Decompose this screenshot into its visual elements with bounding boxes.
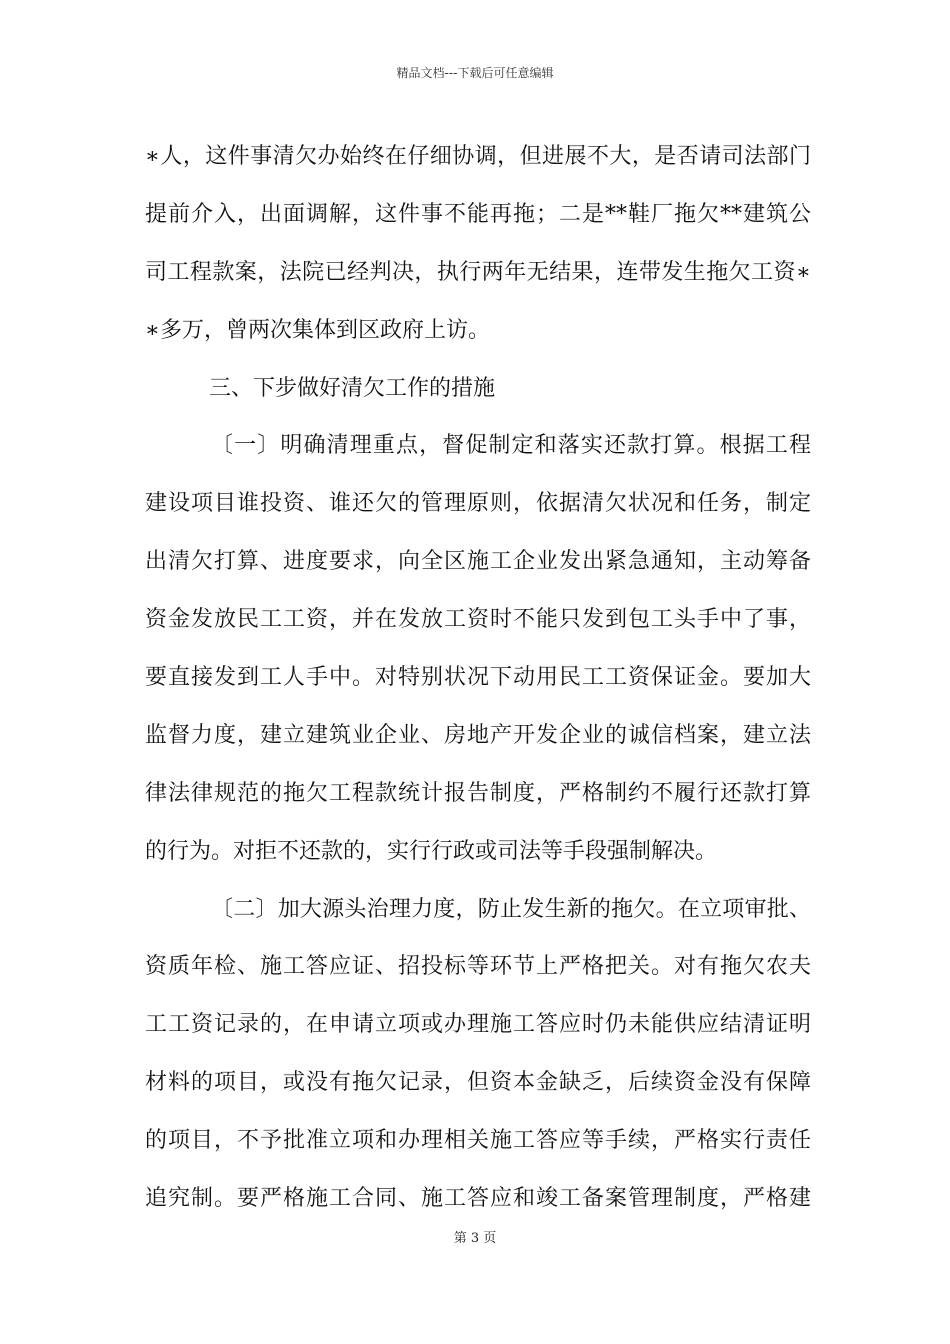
text-line: 材料的项目，或没有拖欠记录，但资本金缺乏，后续资金没有保障 [145,1070,811,1096]
page-number: 第 3 页 [453,1231,497,1246]
text-line: 追究制。要严格施工合同、施工答应和竣工备案管理制度，严格建 [145,1186,811,1212]
page-header: 精品文档---下载后可任意编辑 [396,66,554,80]
paragraph-first-line: 〔一〕明确清理重点，督促制定和落实还款打算。根据工程 [211,433,811,459]
paragraph-first-line: 〔二〕加大源头治理力度，防止发生新的拖欠。在立项审批、 [211,896,811,922]
document-body [145,128,811,1228]
text-line: 的行为。对拒不还款的，实行行政或司法等手段强制解决。 [145,838,718,864]
text-line: 司工程款案，法院已经判决，执行两年无结果，连带发生拖欠工资∗ [145,259,811,285]
text-line: 监督力度，建立建筑业企业、房地产开发企业的诚信档案，建立法 [145,722,811,748]
text-line: 的项目，不予批准立项和办理相关施工答应等手续，严格实行责任 [145,1128,811,1154]
text-line: 工工资记录的，在申请立项或办理施工答应时仍未能供应结清证明 [145,1012,811,1038]
text-line: 提前介入，出面调解，这件事不能再拖；二是**鞋厂拖欠**建筑公 [145,201,811,227]
text-line: 律法律规范的拖欠工程款统计报告制度，严格制约不履行还款打算 [145,780,811,806]
text-line: 要直接发到工人手中。对特别状况下动用民工工资保证金。要加大 [145,665,811,691]
section-heading: 三、下步做好清欠工作的措施 [209,375,496,401]
text-line: 建设项目谁投资、谁还欠的管理原则，依据清欠状况和任务，制定 [145,491,811,517]
text-line: 资金发放民工工资，并在发放工资时不能只发到包工头手中了事， [145,607,811,633]
text-line: 资质年检、施工答应证、招投标等环节上严格把关。对有拖欠农夫 [145,954,811,980]
text-line: ∗人，这件事清欠办始终在仔细协调，但进展不大，是否请司法部门 [145,144,811,169]
text-line: 出清欠打算、进度要求，向全区施工企业发出紧急通知，主动筹备 [145,549,811,575]
text-line: ∗多万，曾两次集体到区政府上访。 [145,317,490,343]
